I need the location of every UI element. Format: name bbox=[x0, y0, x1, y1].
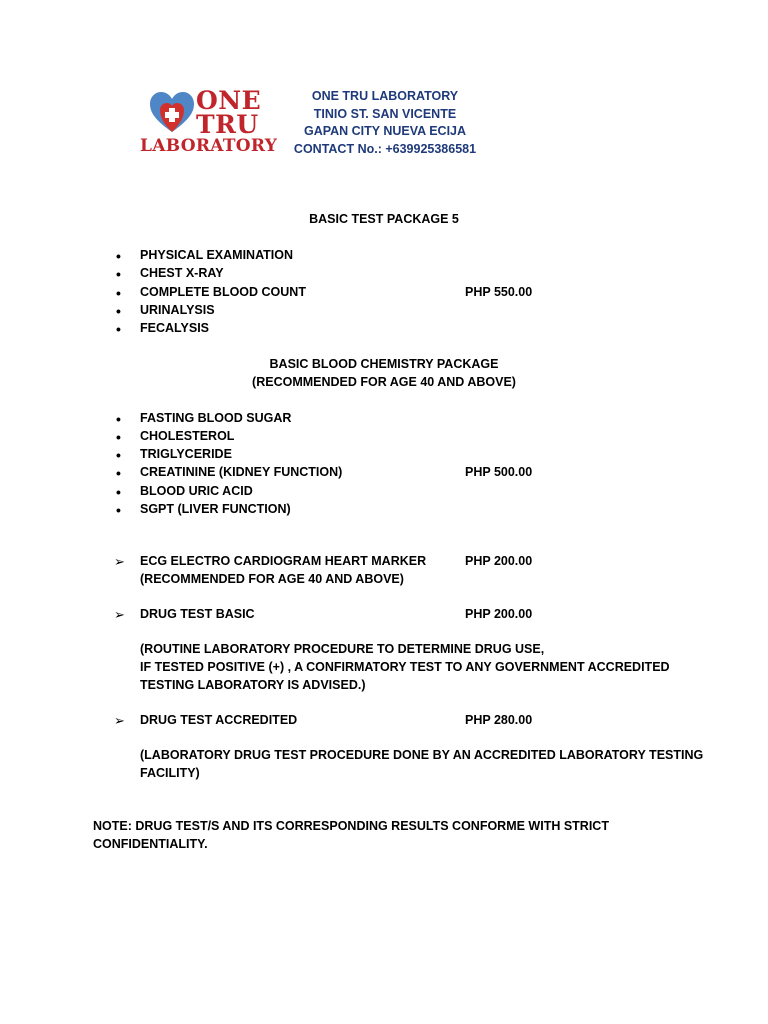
ecg-price: PHP 200.00 bbox=[465, 554, 533, 568]
lab-city: GAPAN CITY NUEVA ECIJA bbox=[303, 124, 467, 139]
chemistry-item: FASTING BLOOD SUGAR bbox=[140, 411, 292, 425]
chemistry-item: CHOLESTEROL bbox=[140, 429, 235, 443]
drug-accredited-desc: (LABORATORY DRUG TEST PROCEDURE DONE BY AN ACCREDITED LABORATORY TESTING bbox=[140, 748, 704, 762]
drug-basic-price: PHP 200.00 bbox=[465, 607, 533, 621]
chemistry-item: TRIGLYCERIDE bbox=[140, 447, 232, 461]
bullet-icon: • bbox=[116, 447, 121, 463]
lab-contact: CONTACT No.: +639925386581 bbox=[293, 142, 477, 157]
bullet-icon: • bbox=[116, 429, 121, 445]
logo-text-one: ONE bbox=[196, 86, 262, 115]
logo-text-tru: TRU bbox=[196, 110, 259, 139]
lab-name: ONE TRU LABORATORY bbox=[311, 89, 459, 103]
drug-basic-desc: IF TESTED POSITIVE (+) , A CONFIRMATORY TEST TO ANY GOVERNMENT ACCREDITED bbox=[140, 660, 670, 674]
bullet-icon: • bbox=[116, 266, 121, 282]
package5-title: BASIC TEST PACKAGE 5 bbox=[309, 212, 459, 226]
chemistry-item: SGPT (LIVER FUNCTION) bbox=[140, 502, 291, 516]
package5-item: CHEST X-RAY bbox=[140, 266, 224, 280]
heart-logo-icon bbox=[148, 90, 196, 134]
ecg-name: ECG ELECTRO CARDIOGRAM HEART MARKER bbox=[140, 554, 427, 568]
bullet-icon: • bbox=[116, 303, 121, 319]
bullet-icon: • bbox=[116, 248, 121, 264]
lab-logo bbox=[138, 86, 286, 158]
confidentiality-note: CONFIDENTIALITY. bbox=[93, 837, 208, 851]
ecg-note: (RECOMMENDED FOR AGE 40 AND ABOVE) bbox=[140, 572, 404, 586]
bullet-icon: • bbox=[116, 285, 121, 301]
package5-item: COMPLETE BLOOD COUNT bbox=[140, 285, 306, 299]
arrow-bullet-icon: ➢ bbox=[114, 607, 125, 622]
package5-item: FECALYSIS bbox=[140, 321, 210, 335]
bullet-icon: • bbox=[116, 465, 121, 481]
chemistry-subtitle: (RECOMMENDED FOR AGE 40 AND ABOVE) bbox=[252, 375, 516, 389]
package5-item: URINALYSIS bbox=[140, 303, 215, 317]
lab-address-block bbox=[290, 88, 480, 159]
drug-accredited-desc: FACILITY) bbox=[140, 766, 200, 780]
bullet-icon: • bbox=[116, 502, 121, 518]
drug-basic-name: DRUG TEST BASIC bbox=[140, 607, 255, 621]
package5-item: PHYSICAL EXAMINATION bbox=[140, 248, 294, 262]
logo-text-laboratory: LABORATORY bbox=[140, 136, 278, 156]
bullet-icon: • bbox=[116, 321, 121, 337]
chemistry-price: PHP 500.00 bbox=[465, 465, 533, 479]
confidentiality-note: NOTE: DRUG TEST/S AND ITS CORRESPONDING RESULTS CONFORME WITH STRICT bbox=[93, 819, 609, 833]
drug-basic-desc: TESTING LABORATORY IS ADVISED.) bbox=[140, 678, 366, 692]
arrow-bullet-icon: ➢ bbox=[114, 554, 125, 569]
package5-price: PHP 550.00 bbox=[465, 285, 533, 299]
chemistry-item: BLOOD URIC ACID bbox=[140, 484, 253, 498]
chemistry-item: CREATININE (KIDNEY FUNCTION) bbox=[140, 465, 343, 479]
chemistry-title: BASIC BLOOD CHEMISTRY PACKAGE bbox=[269, 357, 499, 371]
arrow-bullet-icon: ➢ bbox=[114, 713, 125, 728]
bullet-icon: • bbox=[116, 411, 121, 427]
drug-accredited-name: DRUG TEST ACCREDITED bbox=[140, 713, 298, 727]
lab-street: TINIO ST. SAN VICENTE bbox=[313, 106, 457, 121]
drug-accredited-price: PHP 280.00 bbox=[465, 713, 533, 727]
bullet-icon: • bbox=[116, 484, 121, 500]
drug-basic-desc: (ROUTINE LABORATORY PROCEDURE TO DETERMINE DRUG USE, bbox=[140, 642, 545, 656]
